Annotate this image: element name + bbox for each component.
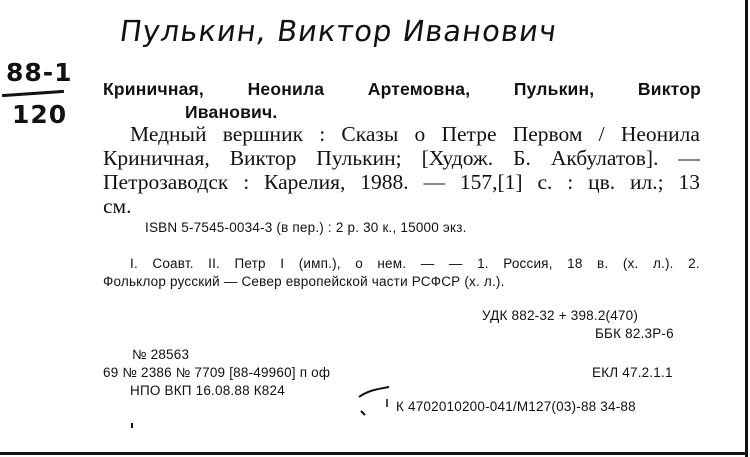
title-word: Пулькин; bbox=[316, 146, 402, 170]
notes-word: л.). bbox=[652, 256, 674, 271]
notes-word: о bbox=[355, 256, 363, 271]
shelf-mark-divider bbox=[2, 90, 64, 97]
title-word: цв. bbox=[588, 170, 616, 194]
notes-word: Соавт. bbox=[152, 256, 194, 271]
handwritten-mark bbox=[357, 383, 393, 417]
card-border-right bbox=[745, 0, 748, 457]
title-word: Петре bbox=[441, 122, 497, 146]
handwritten-author-heading: Пулькин, Виктор Иванович bbox=[117, 14, 560, 48]
notes-word: (имп.), bbox=[298, 256, 341, 271]
bbk-code: ББК 82.3Р-6 bbox=[595, 326, 674, 341]
title-word: Сказы bbox=[341, 122, 399, 146]
title-word: — bbox=[678, 146, 700, 170]
title-line-3 bbox=[103, 170, 700, 194]
author-line-1 bbox=[103, 79, 701, 100]
title-line-2 bbox=[103, 146, 700, 170]
publication-info: 69 № 2386 № 7709 [88-49960] п оф bbox=[103, 365, 331, 380]
title-word: с. bbox=[537, 170, 553, 194]
title-word: / bbox=[598, 122, 605, 146]
title-word: Неонила bbox=[620, 122, 700, 146]
npo-line: НПО ВКП 16.08.88 К824 bbox=[130, 383, 285, 398]
title-word: Петрозаводск bbox=[103, 170, 229, 194]
title-word: ил.; bbox=[629, 170, 664, 194]
title-word: вершник bbox=[222, 122, 304, 146]
title-word: Первом bbox=[512, 122, 583, 146]
notes-word: 18 bbox=[567, 256, 583, 271]
title-word: о bbox=[414, 122, 426, 146]
title-word: Медный bbox=[130, 122, 207, 146]
title-word: [Худож. bbox=[421, 146, 494, 170]
notes-word: 2. bbox=[688, 256, 700, 271]
notes-word: в. bbox=[597, 256, 609, 271]
title-word: Карелия, bbox=[264, 170, 346, 194]
card-number: № 28563 bbox=[132, 347, 190, 362]
author-line-2: Иванович. bbox=[185, 102, 278, 122]
notes-word: II. bbox=[208, 256, 221, 271]
notes-word: — bbox=[448, 256, 463, 271]
author-word: Виктор bbox=[637, 79, 701, 99]
isbn-line: ISBN 5-7545-0034-3 (в пер.) : 2 р. 30 к., 15000 экз. bbox=[145, 220, 467, 235]
title-word: 1988. bbox=[360, 170, 409, 194]
notes-word: — bbox=[420, 256, 435, 271]
card-border-bottom bbox=[0, 452, 748, 455]
udk-code: УДК 882-32 + 398.2(470) bbox=[482, 308, 639, 323]
notes-word: Россия, bbox=[503, 256, 553, 271]
title-word: : bbox=[243, 170, 250, 194]
notes-line-1 bbox=[130, 256, 700, 271]
title-word: : bbox=[319, 122, 326, 146]
notes-word: I bbox=[280, 256, 285, 271]
shelf-mark-bottom: 120 bbox=[12, 100, 68, 129]
title-word: 13 bbox=[678, 170, 700, 194]
ink-dot bbox=[131, 423, 133, 428]
ekl-code: ЕКЛ 47.2.1.1 bbox=[592, 365, 673, 380]
notes-word: нем. bbox=[377, 256, 407, 271]
author-word: Артемовна, bbox=[367, 79, 471, 99]
author-word: Пулькин, bbox=[513, 79, 595, 99]
title-word: Криничная, bbox=[103, 146, 210, 170]
title-word: : bbox=[567, 170, 574, 194]
notes-word: 1. bbox=[477, 256, 489, 271]
notes-word: Петр bbox=[234, 256, 266, 271]
title-word: Б. bbox=[513, 146, 531, 170]
notes-line-2: Фольклор русский — Север европейской части РСФСР (х. л.). bbox=[103, 274, 505, 289]
notes-word: (х. bbox=[622, 256, 639, 271]
title-word: — bbox=[423, 170, 446, 194]
title-word: 157,[1] bbox=[459, 170, 523, 194]
k-code: К 4702010200-041/М127(03)-88 34-88 bbox=[396, 399, 636, 414]
title-word: Акбулатов]. bbox=[550, 146, 659, 170]
author-word: Неонила bbox=[247, 79, 325, 99]
title-line-1 bbox=[130, 122, 700, 146]
author-word: Криничная, bbox=[103, 79, 204, 99]
notes-word: I. bbox=[130, 256, 138, 271]
title-word: Виктор bbox=[229, 146, 297, 170]
shelf-mark-top: 88-1 bbox=[6, 58, 73, 87]
title-line-4: см. bbox=[103, 194, 132, 218]
